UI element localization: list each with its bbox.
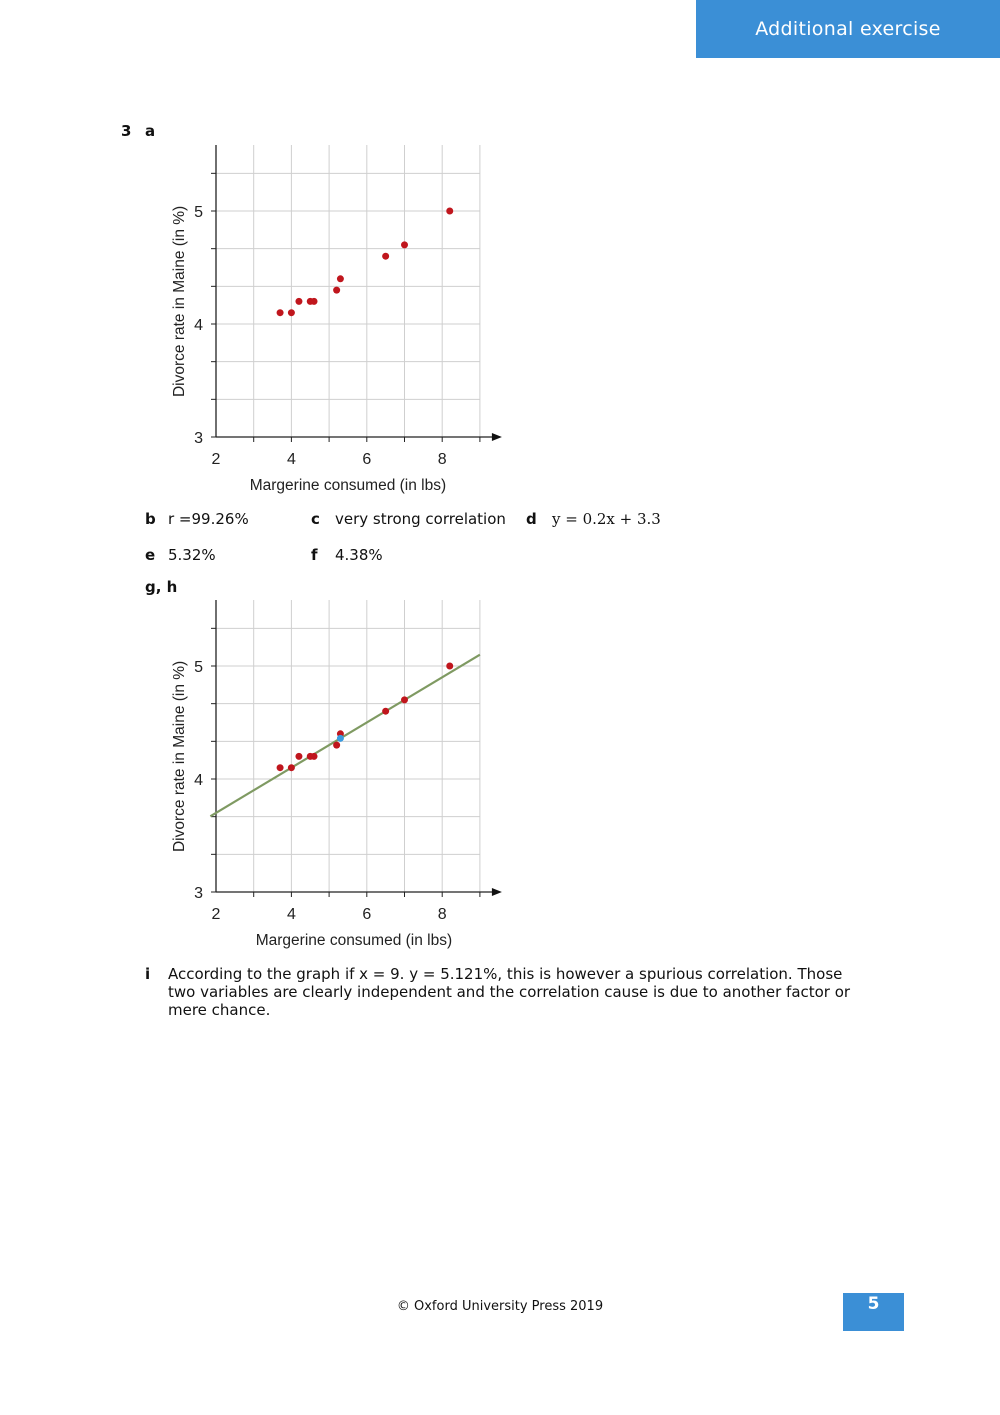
part-gh-label: g, h [145,578,178,596]
answer-c-label: c [311,510,320,528]
data-point [295,753,302,760]
y-tick-label: 3 [194,885,203,902]
data-point [333,287,340,294]
mean-point [337,735,344,742]
answer-b-text: r =99.26% [168,510,249,528]
answer-b-label: b [145,510,156,528]
x-axis-label: Margerine consumed (in lbs) [255,932,453,949]
x-tick-label: 6 [362,906,372,923]
data-point [288,764,295,771]
data-point [382,253,389,260]
data-point [401,241,408,248]
scatter-chart-a [160,145,520,505]
data-point [295,298,302,305]
x-axis-label: Margerine consumed (in lbs) [249,477,447,494]
page-number: 5 [843,1293,904,1331]
header-title: Additional exercise [755,18,941,40]
answer-e-text: 5.32% [168,546,216,564]
data-point [333,742,340,749]
x-tick-label: 6 [362,451,372,468]
x-tick-label: 8 [437,451,447,468]
data-point [446,663,453,670]
answer-f-label: f [311,546,318,564]
x-axis-arrow-icon [492,888,502,896]
x-tick-label: 4 [286,451,296,468]
answer-e-label: e [145,546,156,564]
data-point [311,298,318,305]
data-point [311,753,318,760]
data-point [288,309,295,316]
x-tick-label: 2 [211,906,221,923]
y-tick-label: 4 [194,772,203,789]
answer-d-text: y = 0.2x + 3.3 [552,510,661,528]
answer-i-text: According to the graph if x = 9. y = 5.121%, this is however a spurious correlation. Those two variables are clearly independent and the correlation cause is due to another factor or mere chance. [168,965,851,1019]
data-point [277,309,284,316]
data-point [337,275,344,282]
answer-c-text: very strong correlation [335,510,506,528]
y-tick-label: 5 [194,204,203,221]
x-axis-arrow-icon [492,433,502,441]
answer-d-label: d [526,510,537,528]
x-tick-label: 8 [437,906,447,923]
x-tick-label: 4 [286,906,296,923]
answer-i-label: i [145,965,151,983]
answer-f-text: 4.38% [335,546,383,564]
header-banner [696,0,1000,58]
data-point [382,708,389,715]
y-tick-label: 3 [194,430,203,447]
part-a-label: a [145,122,156,140]
data-point [277,764,284,771]
y-axis-label: Divorce rate in Maine (in %) [171,660,188,853]
y-axis-label: Divorce rate in Maine (in %) [171,205,188,398]
x-tick-label: 2 [211,451,221,468]
data-point [446,208,453,215]
question-number: 3 [121,122,132,140]
scatter-chart-gh [160,600,520,960]
y-tick-label: 5 [194,659,203,676]
data-point [401,696,408,703]
y-tick-label: 4 [194,317,203,334]
regression-line [210,655,480,817]
copyright: © Oxford University Press 2019 [396,1299,604,1314]
